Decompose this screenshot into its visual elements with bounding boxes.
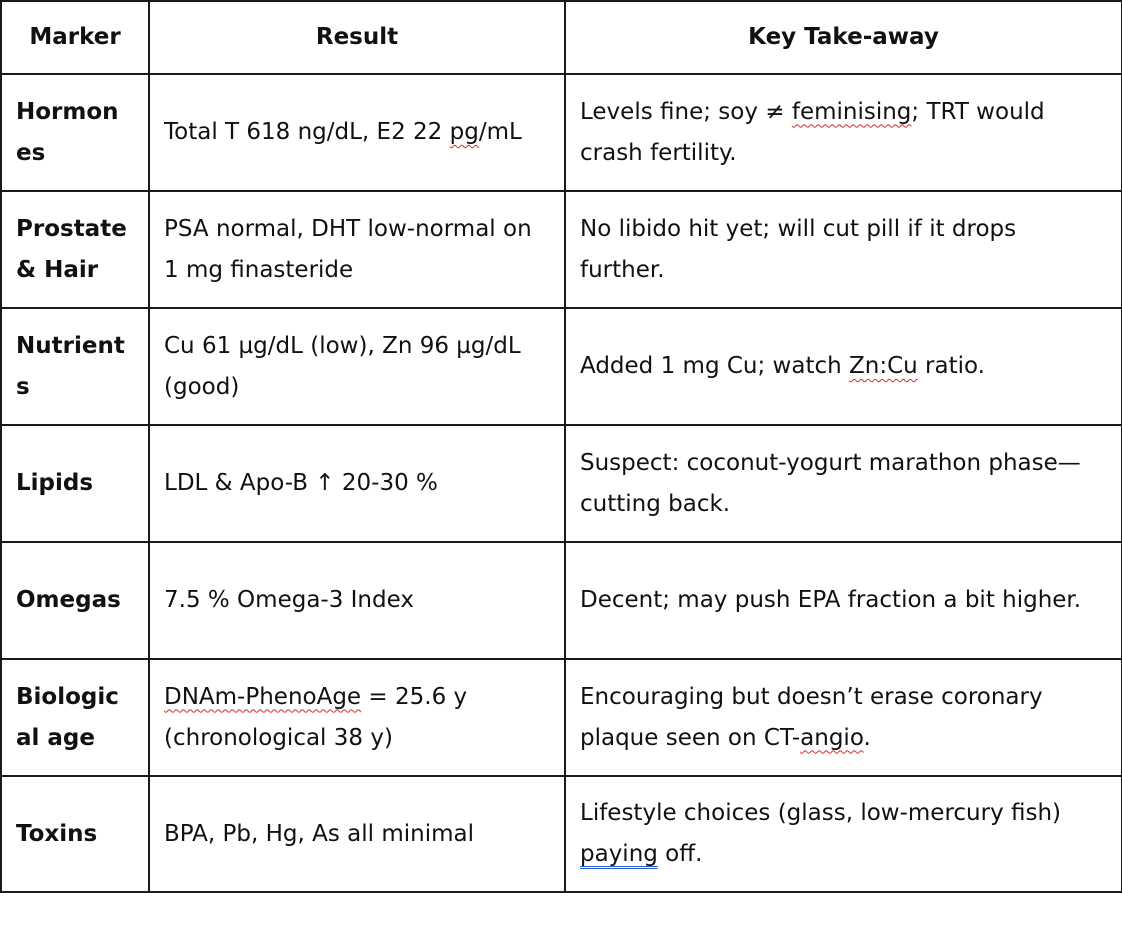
- table-row-toxins: [1, 776, 1122, 892]
- spelling-flag[interactable]: Zn:Cu: [849, 353, 918, 379]
- marker-cell: Omegas: [1, 542, 149, 659]
- result-cell: LDL & Apo-B ↑ 20-30 %: [149, 425, 565, 542]
- marker-cell: Toxins: [1, 776, 149, 892]
- takeaway-cell: Added 1 mg Cu; watch Zn:Cu ratio.: [565, 308, 1122, 425]
- marker-cell: Biological age: [1, 659, 149, 776]
- table-row-prostate: [1, 191, 1122, 308]
- takeaway-cell: Suspect: coconut-yogurt marathon phase—cutting back.: [565, 425, 1122, 542]
- takeaway-cell: No libido hit yet; will cut pill if it drops further.: [565, 191, 1122, 308]
- result-cell: BPA, Pb, Hg, As all minimal: [149, 776, 565, 892]
- spelling-flag[interactable]: pg: [449, 119, 479, 145]
- table-row-lipids: [1, 425, 1122, 542]
- table-row-omegas: [1, 542, 1122, 659]
- header-result: Result: [149, 1, 565, 74]
- grammar-flag[interactable]: paying: [580, 841, 658, 867]
- result-cell: 7.5 % Omega-3 Index: [149, 542, 565, 659]
- marker-cell: Prostate & Hair: [1, 191, 149, 308]
- takeaway-cell: Levels fine; soy ≠ feminising; TRT would crash fertility.: [565, 74, 1122, 191]
- result-cell: PSA normal, DHT low-normal on 1 mg finasteride: [149, 191, 565, 308]
- takeaway-cell: Decent; may push EPA fraction a bit higher.: [565, 542, 1122, 659]
- table-row-biological-age: [1, 659, 1122, 776]
- table-row-hormones: [1, 74, 1122, 191]
- header-takeaway: Key Take-away: [565, 1, 1122, 74]
- spelling-flag[interactable]: feminising: [791, 98, 912, 125]
- result-cell: DNAm-PhenoAge = 25.6 y (chronological 38 y): [149, 659, 565, 776]
- result-cell: Total T 618 ng/dL, E2 22 pg/mL: [149, 74, 565, 191]
- marker-cell: Nutrients: [1, 308, 149, 425]
- takeaway-cell: Encouraging but doesn’t erase coronary plaque seen on CT-angio.: [565, 659, 1122, 776]
- spelling-flag[interactable]: angio: [800, 724, 864, 751]
- table-row-nutrients: [1, 308, 1122, 425]
- result-cell: Cu 61 µg/dL (low), Zn 96 µg/dL (good): [149, 308, 565, 425]
- takeaway-cell: Lifestyle choices (glass, low-mercury fish) paying off.: [565, 776, 1122, 892]
- marker-cell: Lipids: [1, 425, 149, 542]
- header-row: [1, 1, 1122, 74]
- spelling-flag[interactable]: DNAm-PhenoAge: [164, 683, 362, 710]
- header-marker: Marker: [1, 1, 149, 74]
- marker-cell: Hormones: [1, 74, 149, 191]
